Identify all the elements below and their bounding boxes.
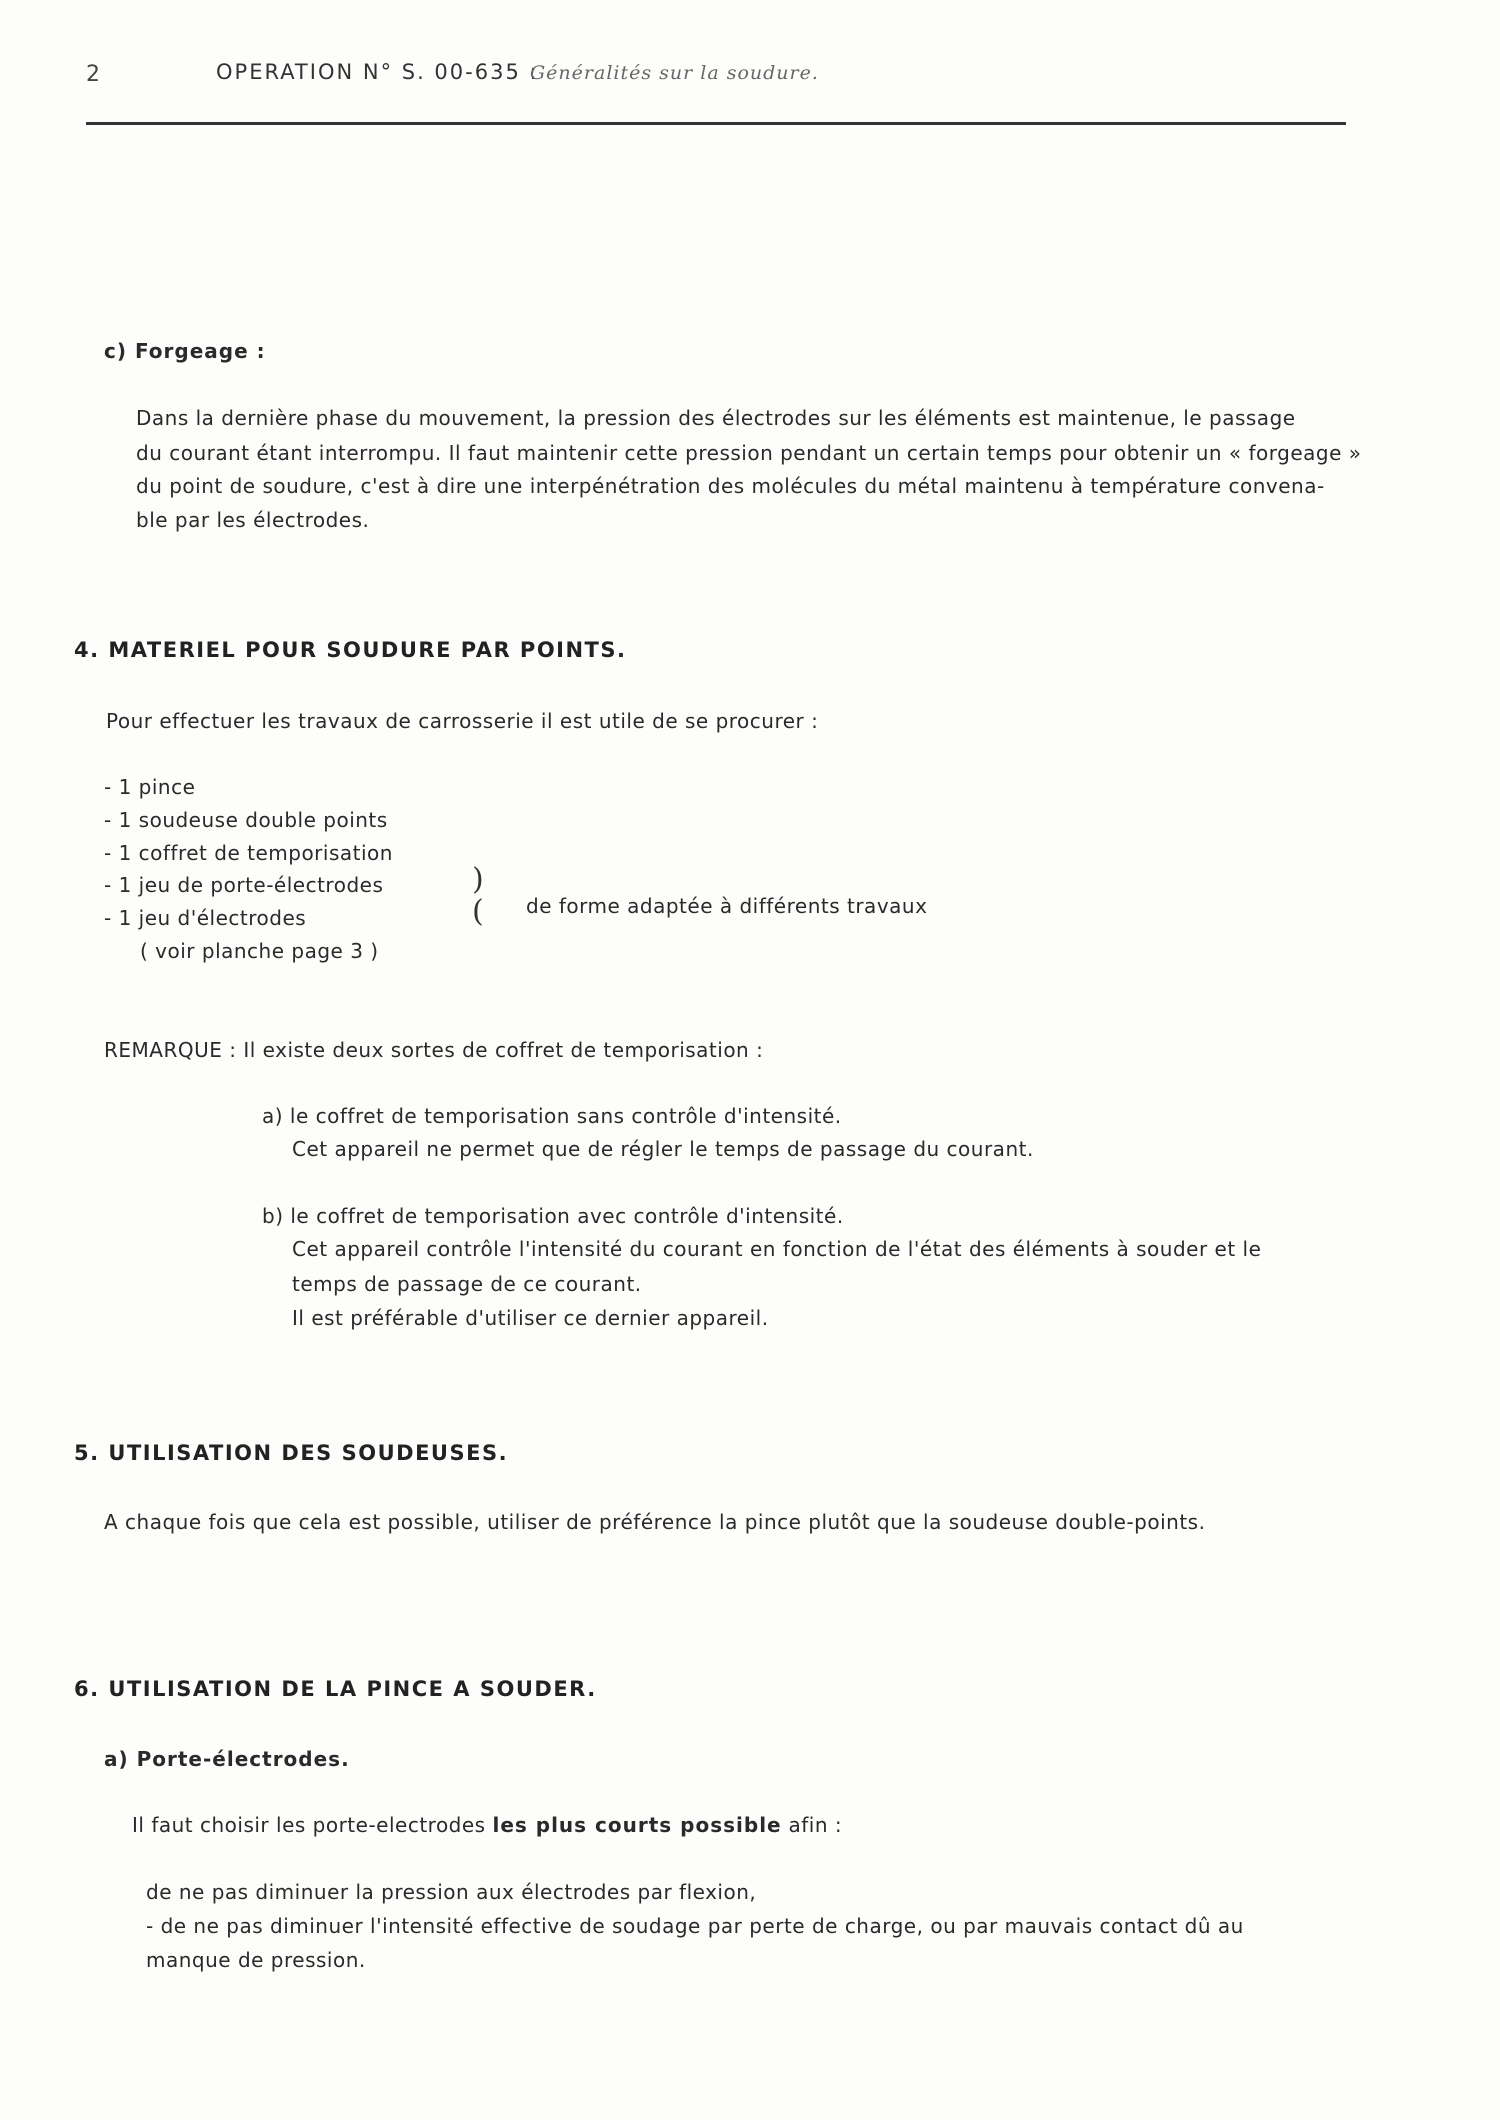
- equipment-item-2: - 1 soudeuse double points: [104, 808, 388, 832]
- remarque-a-line-1: a) le coffret de temporisation sans contrôle d'intensité.: [262, 1104, 842, 1128]
- remarque-b-line-4: Il est préférable d'utiliser ce dernier appareil.: [292, 1306, 769, 1330]
- remarque: REMARQUE : Il existe deux sortes de coffret de temporisation :: [104, 1038, 764, 1062]
- remarque-a-line-2: Cet appareil ne permet que de régler le temps de passage du courant.: [292, 1137, 1034, 1161]
- section-6-line-3: manque de pression.: [146, 1948, 366, 1972]
- porte-electrodes-heading: a) Porte-électrodes.: [104, 1747, 350, 1771]
- section-6-line-1: de ne pas diminuer la pression aux électrodes par flexion,: [146, 1880, 757, 1904]
- intro-pre: Il faut choisir les porte-electrodes: [132, 1813, 493, 1837]
- section-6-sub: [104, 1742, 350, 1776]
- remarque-b-line-1: b) le coffret de temporisation avec contrôle d'intensité.: [262, 1204, 844, 1228]
- section-6-intro: [132, 1808, 842, 1842]
- equipment-item-note: ( voir planche page 3 ): [140, 939, 379, 963]
- forgeage-line-4: ble par les électrodes.: [136, 508, 370, 532]
- equipment-item-1: - 1 pince: [104, 775, 196, 799]
- brace-bottom: (: [472, 894, 484, 929]
- forgeage-line-3: du point de soudure, c'est à dire une interpénétration des molécules du métal maintenu à température convena-: [136, 474, 1325, 498]
- forgeage-heading: c) Forgeage :: [104, 339, 266, 363]
- section-4-heading: 4. MATERIEL POUR SOUDURE PAR POINTS.: [74, 638, 627, 662]
- page-number: 2: [86, 62, 100, 87]
- operation-number: OPERATION N° S. 00-635 :: [216, 60, 539, 84]
- intro-bold: les plus courts possible: [492, 1813, 782, 1837]
- remarque-b-line-2: Cet appareil contrôle l'intensité du courant en fonction de l'état des éléments à souder et le: [292, 1237, 1262, 1261]
- section-4-intro: Pour effectuer les travaux de carrosserie il est utile de se procurer :: [106, 709, 819, 733]
- brace-top: ): [472, 862, 484, 897]
- forgeage-line-1: Dans la dernière phase du mouvement, la pression des électrodes sur les éléments est maintenue, le passage: [136, 406, 1296, 430]
- section-5-heading: 5. UTILISATION DES SOUDEUSES.: [74, 1441, 509, 1465]
- section-5-text: A chaque fois que cela est possible, utiliser de préférence la pince plutôt que la soudeuse double-points.: [104, 1510, 1206, 1534]
- document-title: Généralités sur la soudure.: [530, 62, 819, 84]
- forgeage-line-2: du courant étant interrompu. Il faut maintenir cette pression pendant un certain temps pour obtenir un « forgeage »: [136, 441, 1362, 465]
- brace-note: de forme adaptée à différents travaux: [526, 894, 928, 918]
- forgeage-label: [104, 334, 266, 368]
- equipment-item-3: - 1 coffret de temporisation: [104, 841, 393, 865]
- section-6-heading: 6. UTILISATION DE LA PINCE A SOUDER.: [74, 1677, 597, 1701]
- section-6-line-2: - de ne pas diminuer l'intensité effective de soudage par perte de charge, ou par mauvais contact dû au: [146, 1914, 1244, 1938]
- intro-post: afin :: [781, 1813, 843, 1837]
- equipment-item-5: - 1 jeu d'électrodes: [104, 906, 307, 930]
- remarque-b-line-3: temps de passage de ce courant.: [292, 1272, 642, 1296]
- equipment-item-4: - 1 jeu de porte-électrodes: [104, 873, 384, 897]
- header-rule: [86, 122, 1346, 125]
